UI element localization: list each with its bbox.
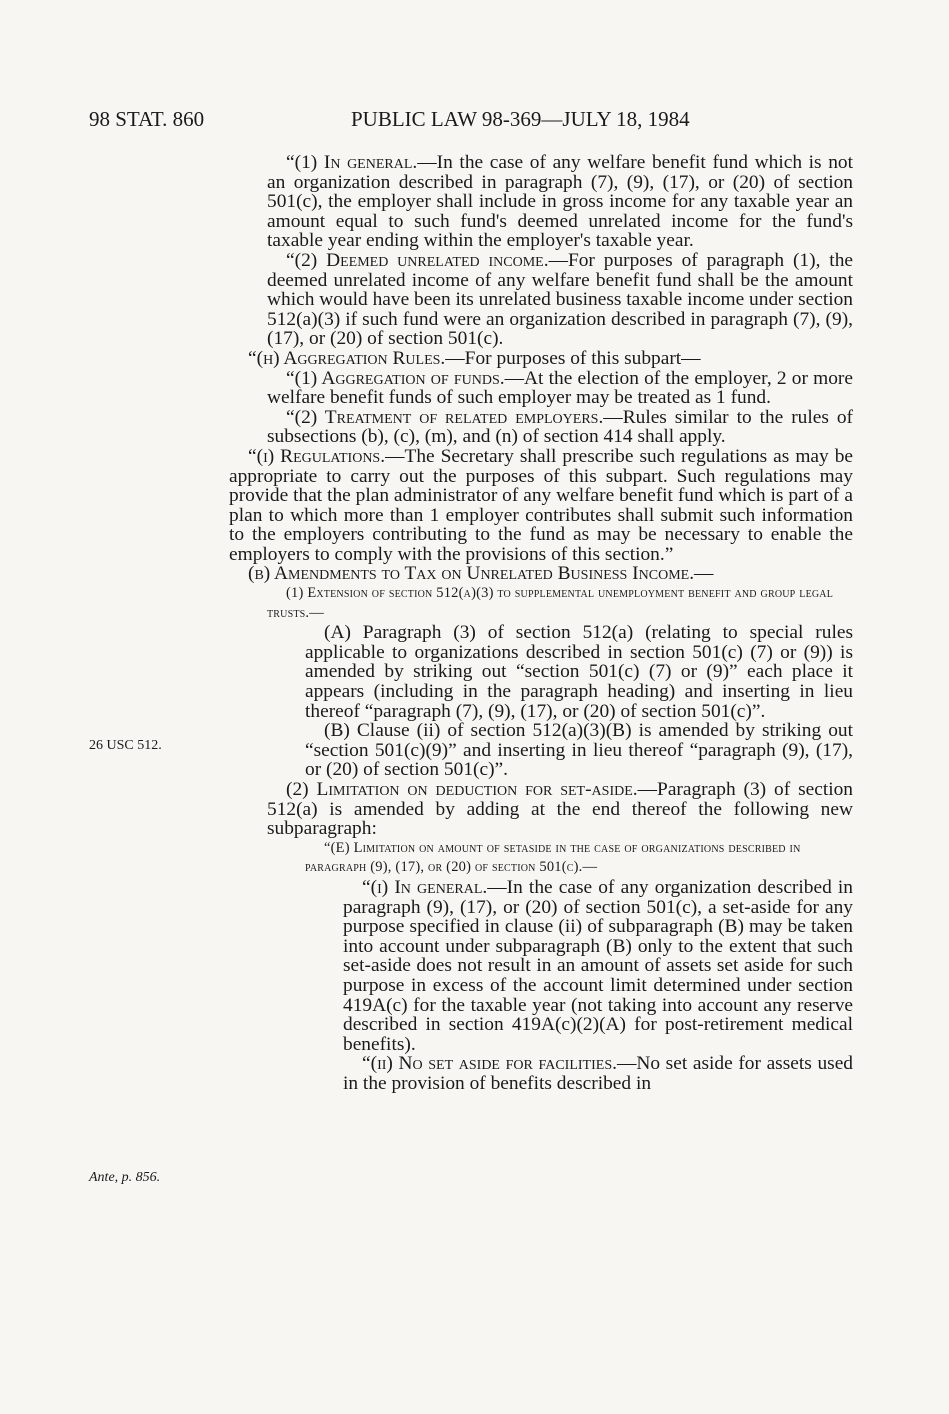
subsection-heading: “(i) Regulations. (248, 445, 386, 467)
page-citation: 98 STAT. 860 (89, 107, 205, 131)
paragraph-heading: (2) Limitation on deduction for set-aside. (286, 779, 638, 800)
paragraph-text: —In the case of any welfare benefit fund which is not an organization described in paragraph (7), (9), (17), or (20) of section 501(c), the employer shall include in gross income for any taxable year an amount equal to such fund's deemed unrelated income for the fund's taxable year ending within the employer's taxable year. (267, 152, 854, 252)
clause-text: —No set aside for assets used in the provision of benefits described in (343, 1053, 853, 1094)
subsection-text: —For purposes of this subpart— (445, 347, 701, 369)
paragraph-heading: “(2) Treatment of related employers. (286, 406, 604, 428)
subparagraph-E-heading: “(E) Limitation on amount of setaside in the case of organizations described in paragraph (9), (17), or (20) of section 501(c).— (305, 839, 801, 876)
subparagraph-A: (A) Paragraph (3) of section 512(a) (relating to special rules applicable to organizations described in section 501(c) (7) or (9)) is amended by striking out “section 501(c) (7) or (9)” each place it appears (including in the paragraph heading) and inserting in lieu thereof “paragraph (7), (9), (17), or (20) of section 501(c)”. (305, 622, 853, 722)
paragraph-text: —Rules similar to the rules of subsections (b), (c), (m), and (n) of section 414 shall apply. (267, 406, 853, 448)
clause-i (343, 878, 853, 1054)
clause-heading: “(ii) No set aside for facilities. (362, 1053, 617, 1075)
paragraph-b1-heading: (1) Extension of section 512(a)(3) to supplemental unemployment benefit and group legal trusts.— (267, 585, 834, 621)
clause-text: —In the case of any organization described in paragraph (9), (17), or (20) of section 501(c), a set-aside for any purpose specified in clause (ii) of subparagraph (B) may be taken into account under subparagraph (B) only to the extent that such set-aside does not result in an amount of assets set aside for such purpose in excess of the account limit determined under section 419A(c) for the taxable year (not taking into account any reserve described in section 419A(c)(2)(A) for post-retirement medical benefits). (343, 876, 853, 1055)
paragraph-b2 (267, 780, 853, 839)
paragraph-heading: “(1) In general. (286, 152, 418, 173)
running-header (89, 107, 849, 137)
subsection-heading: “(h) Aggregation Rules. (248, 347, 446, 369)
subsection-i (229, 447, 853, 565)
subparagraph-B: (B) Clause (ii) of section 512(a)(3)(B) is amended by striking out “section 501(c)(9)” and inserting in lieu thereof “paragraph (9), (17), or (20) of section 501(c)”. (305, 720, 853, 781)
margin-note-ante: Ante, p. 856. (89, 1170, 161, 1185)
paragraph-heading: “(2) Deemed unrelated income. (286, 249, 549, 271)
clause-heading: “(i) In general. (362, 876, 488, 898)
paragraph-h2 (267, 408, 853, 447)
paragraph-g1 (267, 153, 853, 251)
paragraph-text: —Paragraph (3) of section 512(a) is amended by adding at the end thereof the following new subparagraph: (267, 779, 853, 840)
paragraph-g2 (267, 251, 853, 349)
subsection-text: —The Secretary shall prescribe such regulations as may be appropriate to carry out the purposes of this subpart. Such regulations may provide that the plan administrator of any welfare benefit fund which is part of a plan to which more than 1 employer contributes shall submit such information to the employers contributing to the fund as may be necessary to enable the employers to comply with the provisions of this section.” (229, 445, 854, 565)
law-title: PUBLIC LAW 98-369—JULY 18, 1984 (351, 107, 690, 131)
paragraph-h1 (267, 369, 853, 408)
subsection-h (229, 349, 853, 369)
subsection-b-heading: (b) Amendments to Tax on Unrelated Business Income.— (248, 563, 714, 585)
paragraph-text: —For purposes of paragraph (1), the deemed unrelated income of any welfare benefit fund shall be the amount which would have been its unrelated business taxable income under section 512(a)(3) if such fund were an organization described in paragraph (7), (9), (17), or (20) of section 501(c). (267, 249, 853, 350)
statute-body (229, 153, 853, 1094)
paragraph-text: —At the election of the employer, 2 or more welfare benefit funds of such employer may be treated as 1 fund. (267, 367, 853, 409)
margin-note-usc: 26 USC 512. (89, 738, 162, 753)
clause-ii (343, 1054, 853, 1093)
paragraph-heading: “(1) Aggregation of funds. (286, 367, 505, 389)
